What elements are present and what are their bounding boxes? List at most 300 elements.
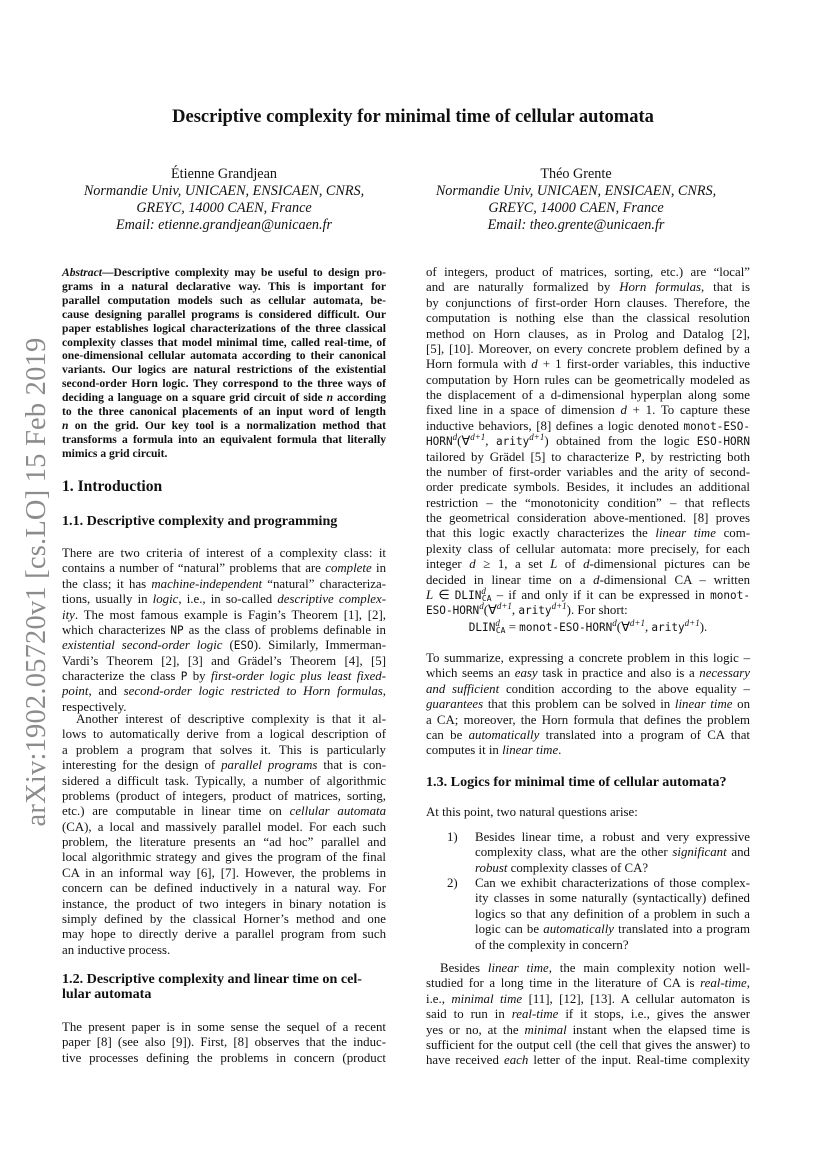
emphasis-run: logic <box>152 592 179 607</box>
text-line <box>62 654 386 669</box>
text-line <box>426 992 750 1007</box>
emphasis-run: necessary <box>699 666 750 681</box>
text-run: of integers, product of matrices, sorting, etc.) are “local” <box>426 265 750 279</box>
text-run: ) obtained from the logic <box>544 434 697 449</box>
text-run: characterize the class <box>62 669 181 683</box>
text-line <box>475 845 750 860</box>
text-line <box>62 835 386 850</box>
paragraph <box>62 1020 386 1066</box>
text-run: grams in a natural declarative way. This is important for <box>62 279 386 293</box>
text-line <box>426 403 750 418</box>
text-run: variants. Our logics are natural restrictions of the existential <box>62 363 386 377</box>
monospace-term: DLIN <box>454 588 482 602</box>
text-run: To summarize, expressing a concrete problem in this logic – <box>426 651 750 665</box>
text-line <box>62 280 386 294</box>
text-line <box>475 876 750 891</box>
text-line <box>62 712 386 727</box>
text-run: – if and only if it can be expressed in <box>491 587 711 602</box>
text-line <box>62 727 386 742</box>
text-run: lows to automatically derive from a logical description of <box>62 727 386 742</box>
author-email: Email: theo.grente@unicaen.fr <box>487 217 665 233</box>
text-run: ∈ <box>433 587 455 602</box>
text-run: Can we exhibit characterizations of those complex- <box>475 876 750 890</box>
emphasis-run: real-time <box>700 976 747 991</box>
text-run: may hope to directly derive a parallel program from such <box>62 927 386 942</box>
text-run: CA in an informal way [6], [7]. However, the problems in <box>62 865 386 880</box>
text-line <box>426 805 750 820</box>
text-line <box>426 603 750 618</box>
text-run: (∀ <box>616 620 630 634</box>
math-symbol: n <box>326 391 334 405</box>
math-symbol: d <box>481 585 486 596</box>
text-run: problem, the literature presents an “ad hoc” parallel and <box>62 835 386 849</box>
emphasis-run: automatically <box>543 922 614 937</box>
text-run: ≥ 1, a set <box>475 557 551 572</box>
text-run: the number of first-order variables and the arity of second- <box>426 464 750 479</box>
text-run: logics so that any definition of a problem in such a <box>475 906 750 921</box>
text-line <box>475 922 750 937</box>
text-run: of the complexity in concern? <box>475 937 629 952</box>
text-run: respectively. <box>62 699 127 714</box>
text-line <box>62 363 386 377</box>
monospace-term: arity <box>518 604 552 618</box>
text-run: restriction – the “monotonicity condition” – that reflects <box>426 495 750 510</box>
text-run: integer <box>426 557 470 572</box>
text-line <box>426 1053 750 1068</box>
monospace-term: arity <box>651 621 685 634</box>
author-affiliation: GREYC, 14000 CAEN, France <box>136 200 312 216</box>
text-line <box>426 480 750 495</box>
text-run: inductive behaviors, [8] defines a logic denoted <box>426 418 684 433</box>
text-run: [11], [12], [13]. A cellular automaton is <box>522 991 750 1006</box>
text-run: method on Horn clauses, as in Prolog and Datalog [2], <box>426 326 750 341</box>
text-run: + 1. To capture these <box>626 403 750 418</box>
subsection-heading-1-2 <box>62 972 386 1003</box>
text-run: -dimensional CA – written <box>599 572 750 587</box>
text-line <box>62 881 386 896</box>
text-run: task in practice and also is a <box>537 666 700 681</box>
text-run: ). For short: <box>566 603 628 618</box>
text-run: tive processes defining the problems in concern (product <box>62 1050 386 1065</box>
monospace-term: monot- <box>710 588 750 602</box>
text-run: computes it in <box>426 743 503 758</box>
text-run: on <box>732 697 750 712</box>
monospace-term: ESO-HORN <box>426 604 480 618</box>
text-run: and are naturally formalized by <box>426 280 620 295</box>
text-run: in <box>371 561 386 576</box>
monospace-term: HORN <box>426 435 453 449</box>
text-line <box>426 280 750 295</box>
list-item-number: 1) <box>447 830 458 844</box>
text-line <box>62 546 386 561</box>
text-run: translated into a program <box>613 922 750 937</box>
text-run: = <box>505 620 520 634</box>
math-symbol: CA <box>481 594 492 604</box>
text-run: can be <box>426 727 469 742</box>
text-run: a problem a program that solves it. This is particularly <box>62 742 386 757</box>
text-run: as the class of problems definable in <box>183 622 386 637</box>
text-run: tailored by Grädel [5] to characterize <box>426 449 635 464</box>
text-run: ). <box>699 620 708 634</box>
text-run: the class; it has <box>62 576 152 591</box>
math-symbol: d <box>593 572 600 587</box>
math-symbol: n <box>62 418 69 432</box>
text-run: by conjunctions of first-order Horn clauses. Therefore, the <box>426 295 750 310</box>
text-line <box>62 669 386 684</box>
monospace-term: arity <box>496 435 530 449</box>
emphasis-run: descriptive complex- <box>277 592 386 607</box>
text-run: sidered a difficult task. Typically, a number of algorithmic <box>62 773 386 788</box>
text-run: etc.) are computable in linear time on <box>62 804 290 819</box>
emphasis-run: and sufficient <box>426 681 500 696</box>
text-line <box>62 850 386 865</box>
emphasis-run: linear time <box>487 961 549 975</box>
text-run: , <box>746 976 750 991</box>
text-run: cause designing parallel programs is considered difficult. Our <box>62 307 386 321</box>
text-run: , the main complexity notion well- <box>548 961 750 975</box>
text-line <box>426 1023 750 1038</box>
math-symbol: d+1 <box>629 618 645 629</box>
text-run: if it stops, i.e., gives the answer <box>558 1007 750 1022</box>
text-line <box>426 1038 750 1053</box>
text-line <box>62 391 386 405</box>
math-symbol: d <box>495 618 500 629</box>
math-symbol: d+1 <box>470 432 486 443</box>
text-line <box>62 405 386 419</box>
author-block-2 <box>406 166 746 234</box>
text-line <box>62 266 386 280</box>
author-affiliation: Normandie Univ, UNICAEN, ENSICAEN, CNRS, <box>435 183 717 199</box>
text-run: -dimensional pictures can be <box>589 557 750 572</box>
emphasis-run: linear time <box>674 697 733 712</box>
arxiv-watermark: arXiv:1902.05720v1 [cs.LO] 15 Feb 2019 <box>21 337 52 827</box>
text-run: (∀ <box>483 603 497 618</box>
abstract <box>62 266 386 461</box>
monospace-term: P <box>180 670 188 683</box>
text-run: , and <box>88 684 124 699</box>
text-line <box>426 976 750 991</box>
text-run: mimics a grid circuit. <box>62 446 168 460</box>
text-line <box>62 322 386 336</box>
text-run: deciding a language on a square grid circuit of side <box>62 391 327 405</box>
text-line <box>426 697 750 712</box>
text-run: instant when the elapsed time is <box>566 1022 750 1037</box>
text-run: . The most famous example is Fagin’s Theorem [1], [2], <box>74 607 386 622</box>
monospace-term: P <box>634 450 642 464</box>
text-line <box>62 419 386 433</box>
text-run: , <box>644 620 652 634</box>
text-run: sufficient for the output cell (the cell that gives the answer) to <box>426 1037 750 1052</box>
text-line <box>426 526 750 541</box>
text-line <box>426 682 750 697</box>
subsection-heading-1-1: 1.1. Descriptive complexity and programming <box>62 513 338 529</box>
paragraph <box>62 712 386 958</box>
text-run: —Descriptive complexity may be useful to design pro- <box>101 266 386 279</box>
text-run: , i.e., in so-called <box>178 592 278 607</box>
emphasis-run: each <box>504 1053 529 1068</box>
text-run: There are two criteria of interest of a complexity class: it <box>62 546 386 560</box>
text-run: fixed line in a space of dimension <box>426 403 621 418</box>
emphasis-run: minimal <box>524 1022 567 1037</box>
text-run: Vardi’s Theorem [2], [3] and Grädel’s Theorem [4], [5] <box>62 653 386 668</box>
text-line <box>475 907 750 922</box>
emphasis-run: point <box>62 684 89 699</box>
text-run: which seems an <box>426 666 515 681</box>
text-line <box>426 342 750 357</box>
text-run: that this logic exactly characterizes the <box>426 526 656 541</box>
text-run: Horn formula with <box>426 357 532 372</box>
text-line <box>62 377 386 391</box>
text-line <box>426 450 750 465</box>
text-line <box>426 388 750 403</box>
math-symbol: d <box>583 557 590 572</box>
text-line <box>475 938 750 953</box>
text-line <box>62 294 386 308</box>
text-line <box>62 897 386 912</box>
math-symbol: d <box>452 432 458 443</box>
monospace-term: ESO-HORN <box>696 435 750 449</box>
emphasis-run: significant <box>672 845 727 860</box>
text-run: Besides <box>440 961 488 975</box>
text-run: complexity class, what are the other <box>475 845 673 860</box>
emphasis-run: automatically <box>468 727 540 742</box>
math-symbol: L <box>550 557 558 572</box>
text-run: to the three canonical placements of an input word of length <box>62 405 386 419</box>
text-run: according <box>333 391 386 405</box>
text-run: “natural” characteriza- <box>262 576 386 591</box>
emphasis-run: robust <box>475 860 508 875</box>
text-run: by <box>187 669 211 683</box>
text-line <box>62 577 386 592</box>
text-run: decided in linear time on a <box>426 572 594 587</box>
text-run: order predicate symbols. Besides, it includes an additional <box>426 480 750 495</box>
text-run: the displacement of a d-dimensional hyperplan along some <box>426 388 750 402</box>
paragraph <box>426 651 750 759</box>
text-line <box>62 774 386 789</box>
emphasis-run: parallel programs <box>221 758 318 773</box>
text-line <box>426 1007 750 1022</box>
text-line <box>62 592 386 607</box>
text-line <box>426 651 750 666</box>
text-run: ). Similarly, Immerman- <box>253 638 386 653</box>
text-line <box>62 1051 386 1066</box>
text-line <box>426 713 750 728</box>
text-run: , <box>382 684 386 699</box>
emphasis-run: first-order logic plus least fixed- <box>210 669 386 683</box>
text-run: the geometrical consideration above-mentioned. [8] proves <box>426 511 750 525</box>
text-line <box>62 804 386 819</box>
text-line <box>475 861 750 876</box>
text-run: The present paper is in some sense the sequel of a recent <box>62 1020 386 1034</box>
text-run: simply defined by the classical Horner’s method and one <box>62 911 386 926</box>
display-equation <box>426 620 750 635</box>
text-run: [5], [10]. Moreover, on every concrete problem defined by a <box>426 341 750 356</box>
text-run: have received <box>426 1053 505 1068</box>
text-line <box>62 308 386 322</box>
text-run: yes or no, at the <box>426 1022 525 1037</box>
text-run: that is con- <box>317 758 386 773</box>
author-name: Étienne Grandjean <box>171 166 277 182</box>
text-line <box>426 557 750 572</box>
text-line <box>62 927 386 942</box>
emphasis-run: linear time <box>655 526 716 541</box>
text-run: paper establishes logical characterizations of the three classical <box>62 321 386 335</box>
text-line <box>62 433 386 447</box>
author-affiliation: GREYC, 14000 CAEN, France <box>488 200 664 216</box>
math-symbol: d <box>612 618 617 629</box>
text-run: one-dimensional cellular automata according to their canonical <box>62 349 386 363</box>
text-run: parallel computation models such as cellular automata, be- <box>62 293 386 307</box>
text-line <box>62 743 386 758</box>
text-run: ity classes in some naturally (syntactically) defined <box>475 891 750 906</box>
text-line <box>62 336 386 350</box>
math-symbol: d <box>469 557 476 572</box>
monospace-term: NP <box>170 623 184 637</box>
text-line <box>475 830 750 845</box>
text-line <box>62 758 386 773</box>
text-run: a CA; moreover, the Horn formula that defines the problem <box>426 712 750 727</box>
text-line <box>475 891 750 906</box>
text-run: + 1 first-order variables, this inductive <box>537 357 750 372</box>
author-name: Théo Grente <box>540 166 612 182</box>
text-run: , by restricting both <box>641 449 751 464</box>
text-run: (CA), a local and massively parallel model. For each such <box>62 819 386 834</box>
text-run: translated into a program of CA that <box>539 727 750 742</box>
text-run: At this point, two natural questions arise: <box>426 805 638 819</box>
text-line <box>62 638 386 653</box>
author-block-1 <box>54 166 394 234</box>
text-line <box>62 866 386 881</box>
paper-title: Descriptive complexity for minimal time of cellular automata <box>172 107 654 127</box>
text-line <box>426 296 750 311</box>
text-line <box>426 311 750 326</box>
text-run: instance, the product of two integers in binary notation is <box>62 896 386 911</box>
text-run: Another interest of descriptive complexity is that it al- <box>76 712 386 726</box>
text-line <box>62 943 386 958</box>
text-run: . <box>558 743 562 758</box>
emphasis-run: Horn formulas <box>619 280 702 295</box>
text-run: problems (product of integers, product of matrices, sorting, <box>62 788 386 803</box>
emphasis-run: second-order logic restricted to Horn formulas <box>123 684 383 699</box>
text-line <box>62 1035 386 1050</box>
text-line <box>426 357 750 372</box>
emphasis-run: ity <box>62 607 75 622</box>
text-line <box>426 666 750 681</box>
math-symbol: d+1 <box>684 618 700 629</box>
math-symbol: d <box>531 357 538 372</box>
text-run: concern can be defined inductively in a natural way. For <box>62 881 386 896</box>
text-line <box>426 620 750 635</box>
text-run: interesting for the design of <box>62 758 222 773</box>
text-line <box>426 573 750 588</box>
text-run: of <box>557 557 584 572</box>
subsection-heading-1-3: 1.3. Logics for minimal time of cellular automata? <box>426 774 727 790</box>
text-run: complexity classes of CA? <box>507 860 649 875</box>
emphasis-run: minimal time <box>451 991 523 1006</box>
emphasis-run: existential second-order logic <box>62 638 223 653</box>
text-run: , that is <box>701 280 750 295</box>
list-item-number: 2) <box>447 876 458 890</box>
text-line <box>62 623 386 638</box>
text-line <box>426 327 750 342</box>
text-line <box>62 608 386 623</box>
text-run: i.e., <box>426 991 452 1006</box>
text-line <box>62 1020 386 1035</box>
monospace-term: monot-ESO-HORN <box>519 621 613 634</box>
text-line <box>426 465 750 480</box>
text-run: condition according to the above equality – <box>499 681 750 696</box>
text-line <box>62 561 386 576</box>
emphasis-run: complete <box>325 561 372 576</box>
text-run: tions, usually in <box>62 592 153 607</box>
text-run: an inductive process. <box>62 942 171 957</box>
emphasis-run: linear time <box>502 743 559 758</box>
text-line <box>426 743 750 758</box>
emphasis-run: machine-independent <box>151 576 263 591</box>
heading-line: lular automata <box>62 986 152 1003</box>
text-run: logic can be <box>475 922 544 937</box>
emphasis-run: real-time <box>511 1007 559 1022</box>
text-line <box>62 820 386 835</box>
text-run: contains a number of “natural” problems that are <box>62 561 326 576</box>
text-run: local algorithmic strategy and gives the program of the final <box>62 850 386 865</box>
text-line <box>426 542 750 557</box>
text-line <box>426 434 750 449</box>
emphasis-run: cellular automata <box>289 804 386 819</box>
text-line <box>426 496 750 511</box>
text-line <box>62 684 386 699</box>
text-run: computation is nothing else than the classical resolution <box>426 311 750 326</box>
math-symbol: d <box>479 601 484 612</box>
text-run: , <box>511 603 519 618</box>
monospace-term: monot-ESO- <box>683 419 750 433</box>
math-symbol: CA <box>495 626 506 636</box>
text-run: paper [8] (see also [9]). First, [8] observes that the induc- <box>62 1035 386 1050</box>
paragraph <box>62 546 386 715</box>
emphasis-run: guarantees <box>426 697 484 712</box>
text-line <box>62 349 386 363</box>
text-line <box>62 789 386 804</box>
math-symbol: d+1 <box>529 432 545 443</box>
text-run: that this problem can be solved in <box>483 697 675 712</box>
math-symbol: d <box>620 403 627 418</box>
paragraph <box>426 961 750 1069</box>
text-run: plexity class of cellular automata: more precisely, for each <box>426 541 750 556</box>
section-heading-introduction: 1. Introduction <box>62 478 163 495</box>
emphasis-run: easy <box>514 666 538 681</box>
list-item <box>475 876 750 953</box>
text-run: complexity classes that model minimal time, called real-time, of <box>62 335 386 349</box>
monospace-term: ESO <box>233 639 254 653</box>
author-email: Email: etienne.grandjean@unicaen.fr <box>116 217 332 233</box>
text-run: on the grid. Our key tool is a normalization method that <box>68 418 386 432</box>
monospace-term: DLIN <box>468 621 496 634</box>
math-symbol: L <box>426 587 434 602</box>
heading-line: 1.2. Descriptive complexity and linear time on cel- <box>62 971 362 987</box>
text-line <box>426 373 750 388</box>
text-run: and <box>726 845 750 860</box>
emphasis-run: Abstract <box>62 266 102 279</box>
author-affiliation: Normandie Univ, UNICAEN, ENSICAEN, CNRS, <box>83 183 365 199</box>
text-line <box>426 511 750 526</box>
text-line <box>426 585 750 604</box>
text-line <box>62 447 386 461</box>
text-line <box>426 961 750 976</box>
math-symbol: d+1 <box>551 601 567 612</box>
text-run: transforms a formula into an equivalent formula that literally <box>62 432 386 446</box>
text-run: (∀ <box>457 434 471 449</box>
paragraph <box>426 805 750 820</box>
